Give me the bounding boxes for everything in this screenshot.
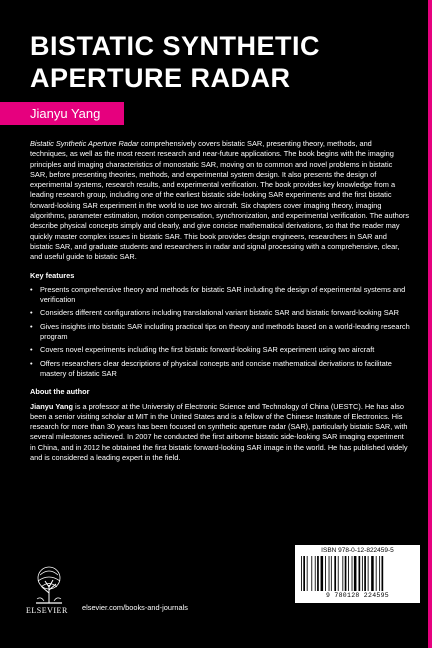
- barcode-bar: [321, 556, 324, 591]
- side-accent-stripe: [428, 0, 432, 648]
- about-author-body: is a professor at the University of Electronic Science and Technology of China (UESTC). He has also been a senior visiting scholar at MIT in the United States and is a fellow of the Chinese Institute of Electronics. His research for more than 30 years has been focused on synthetic aperture radar (SAR), particularly bistatic SAR, with several milestones achieved. In 2007 he conducted the first airborne bistatic side-looking SAR imaging experiment in China, and in 2012 he obtained the first bistatic forward-looking SAR image in the world. He has published widely and is considered a leading expert in the field.: [30, 401, 408, 463]
- about-author-heading: About the author: [30, 387, 90, 397]
- barcode-bar: [317, 556, 319, 591]
- key-feature-text: Offers researchers clear descriptions of physical concepts and concise mathematical derivations to facilitate mastery of bistatic SAR: [40, 358, 392, 378]
- book-title-line-1: BISTATIC SYNTHETIC: [30, 31, 320, 61]
- key-feature-item: [30, 359, 410, 380]
- barcode-bar: [338, 556, 339, 591]
- barcode-bar: [345, 556, 347, 591]
- key-features-heading: Key features: [30, 270, 75, 280]
- author-banner: [0, 102, 124, 125]
- barcode-bar: [303, 556, 305, 591]
- about-author-text: [30, 402, 410, 464]
- key-features-list: [30, 285, 410, 379]
- barcode-bar: [342, 556, 343, 591]
- isbn-barcode: [295, 545, 420, 603]
- barcode-bar: [315, 556, 316, 591]
- barcode-bar: [376, 556, 377, 591]
- barcode-bar: [354, 556, 357, 591]
- bullet-icon: •: [30, 321, 33, 331]
- barcode-bar: [348, 556, 349, 591]
- isbn-number: 9 780128 224595: [325, 592, 389, 599]
- key-feature-text: Considers different configurations including translational variant bistatic SAR and bistatic forward-looking SAR: [40, 308, 399, 318]
- key-feature-item: [30, 308, 410, 318]
- description-title: Bistatic Synthetic Aperture Radar: [30, 139, 139, 148]
- key-feature-item: [30, 345, 410, 355]
- book-title-line-2: APERTURE RADAR: [30, 63, 291, 93]
- key-feature-text: Covers novel experiments including the first bistatic forward-looking SAR experiment using two aircraft: [40, 345, 375, 355]
- book-title: [30, 30, 320, 94]
- barcode-bar: [329, 556, 330, 591]
- about-author-name: Jianyu Yang: [30, 401, 73, 411]
- bullet-icon: •: [30, 284, 33, 294]
- bullet-icon: •: [30, 358, 33, 368]
- barcode-bar: [359, 556, 361, 591]
- publisher-name: ELSEVIER: [26, 606, 68, 615]
- key-feature-item: [30, 285, 410, 306]
- barcode-bar: [364, 556, 366, 591]
- bullet-icon: •: [30, 308, 33, 318]
- barcode-bar: [368, 556, 369, 591]
- elsevier-tree-icon: [28, 563, 70, 605]
- barcode-bars: [301, 556, 414, 591]
- publisher-url[interactable]: elsevier.com/books-and-journals: [82, 603, 188, 612]
- barcode-bar: [352, 556, 353, 591]
- barcode-bar: [371, 556, 374, 591]
- barcode-bar: [331, 556, 332, 591]
- barcode-bar: [362, 556, 363, 591]
- blurb-content: [30, 139, 410, 463]
- barcode-bar: [334, 556, 336, 591]
- barcode-bar: [379, 556, 380, 591]
- key-feature-text: Gives insights into bistatic SAR including practical tips on theory and methods based on a world-leading research program: [40, 321, 410, 342]
- isbn-label: ISBN 978-0-12-822459-5: [321, 547, 394, 554]
- key-feature-item: [30, 322, 410, 343]
- bullet-icon: •: [30, 345, 33, 355]
- description-body: comprehensively covers bistatic SAR, presenting theory, methods, and techniques, as well as the most recent research and near-future applications. The book begins with the imaging principles and imaging characteristics of monostatic SAR, moving on to common and novel problems in bistatic SAR, before presenting theories, methods, and experimental system design. It also presents the design of experimental systems, research results, and experimental verification. The book provides key knowledge from a leading research group, including one of the earliest bistatic side-looking SAR experiments and the first bistatic forward-looking SAR experiment in the world to use two aircraft. Six chapters cover imaging theory, imaging algorithms, parameter estimation, motion compensation, synchronization, and experimental verification. The authors describe physical concepts simply and clearly, and give concise mathematical derivations, so that the reader may quickly master complex issues in bistatic SAR. This book provides design engineers, researchers in SAR and bistatic SAR, and graduate students and researchers in radar and signal processing with a comprehensive, clear, and useful guide to bistatic SAR.: [30, 139, 410, 262]
- barcode-bar: [301, 556, 302, 591]
- author-name: Jianyu Yang: [30, 106, 101, 121]
- barcode-bar: [307, 556, 308, 591]
- barcode-bar: [311, 556, 312, 591]
- barcode-bar: [382, 556, 384, 591]
- barcode-bar: [325, 556, 326, 591]
- book-description: [30, 139, 410, 263]
- key-feature-text: Presents comprehensive theory and methods for bistatic SAR including the design of experimental systems and verification: [40, 284, 406, 305]
